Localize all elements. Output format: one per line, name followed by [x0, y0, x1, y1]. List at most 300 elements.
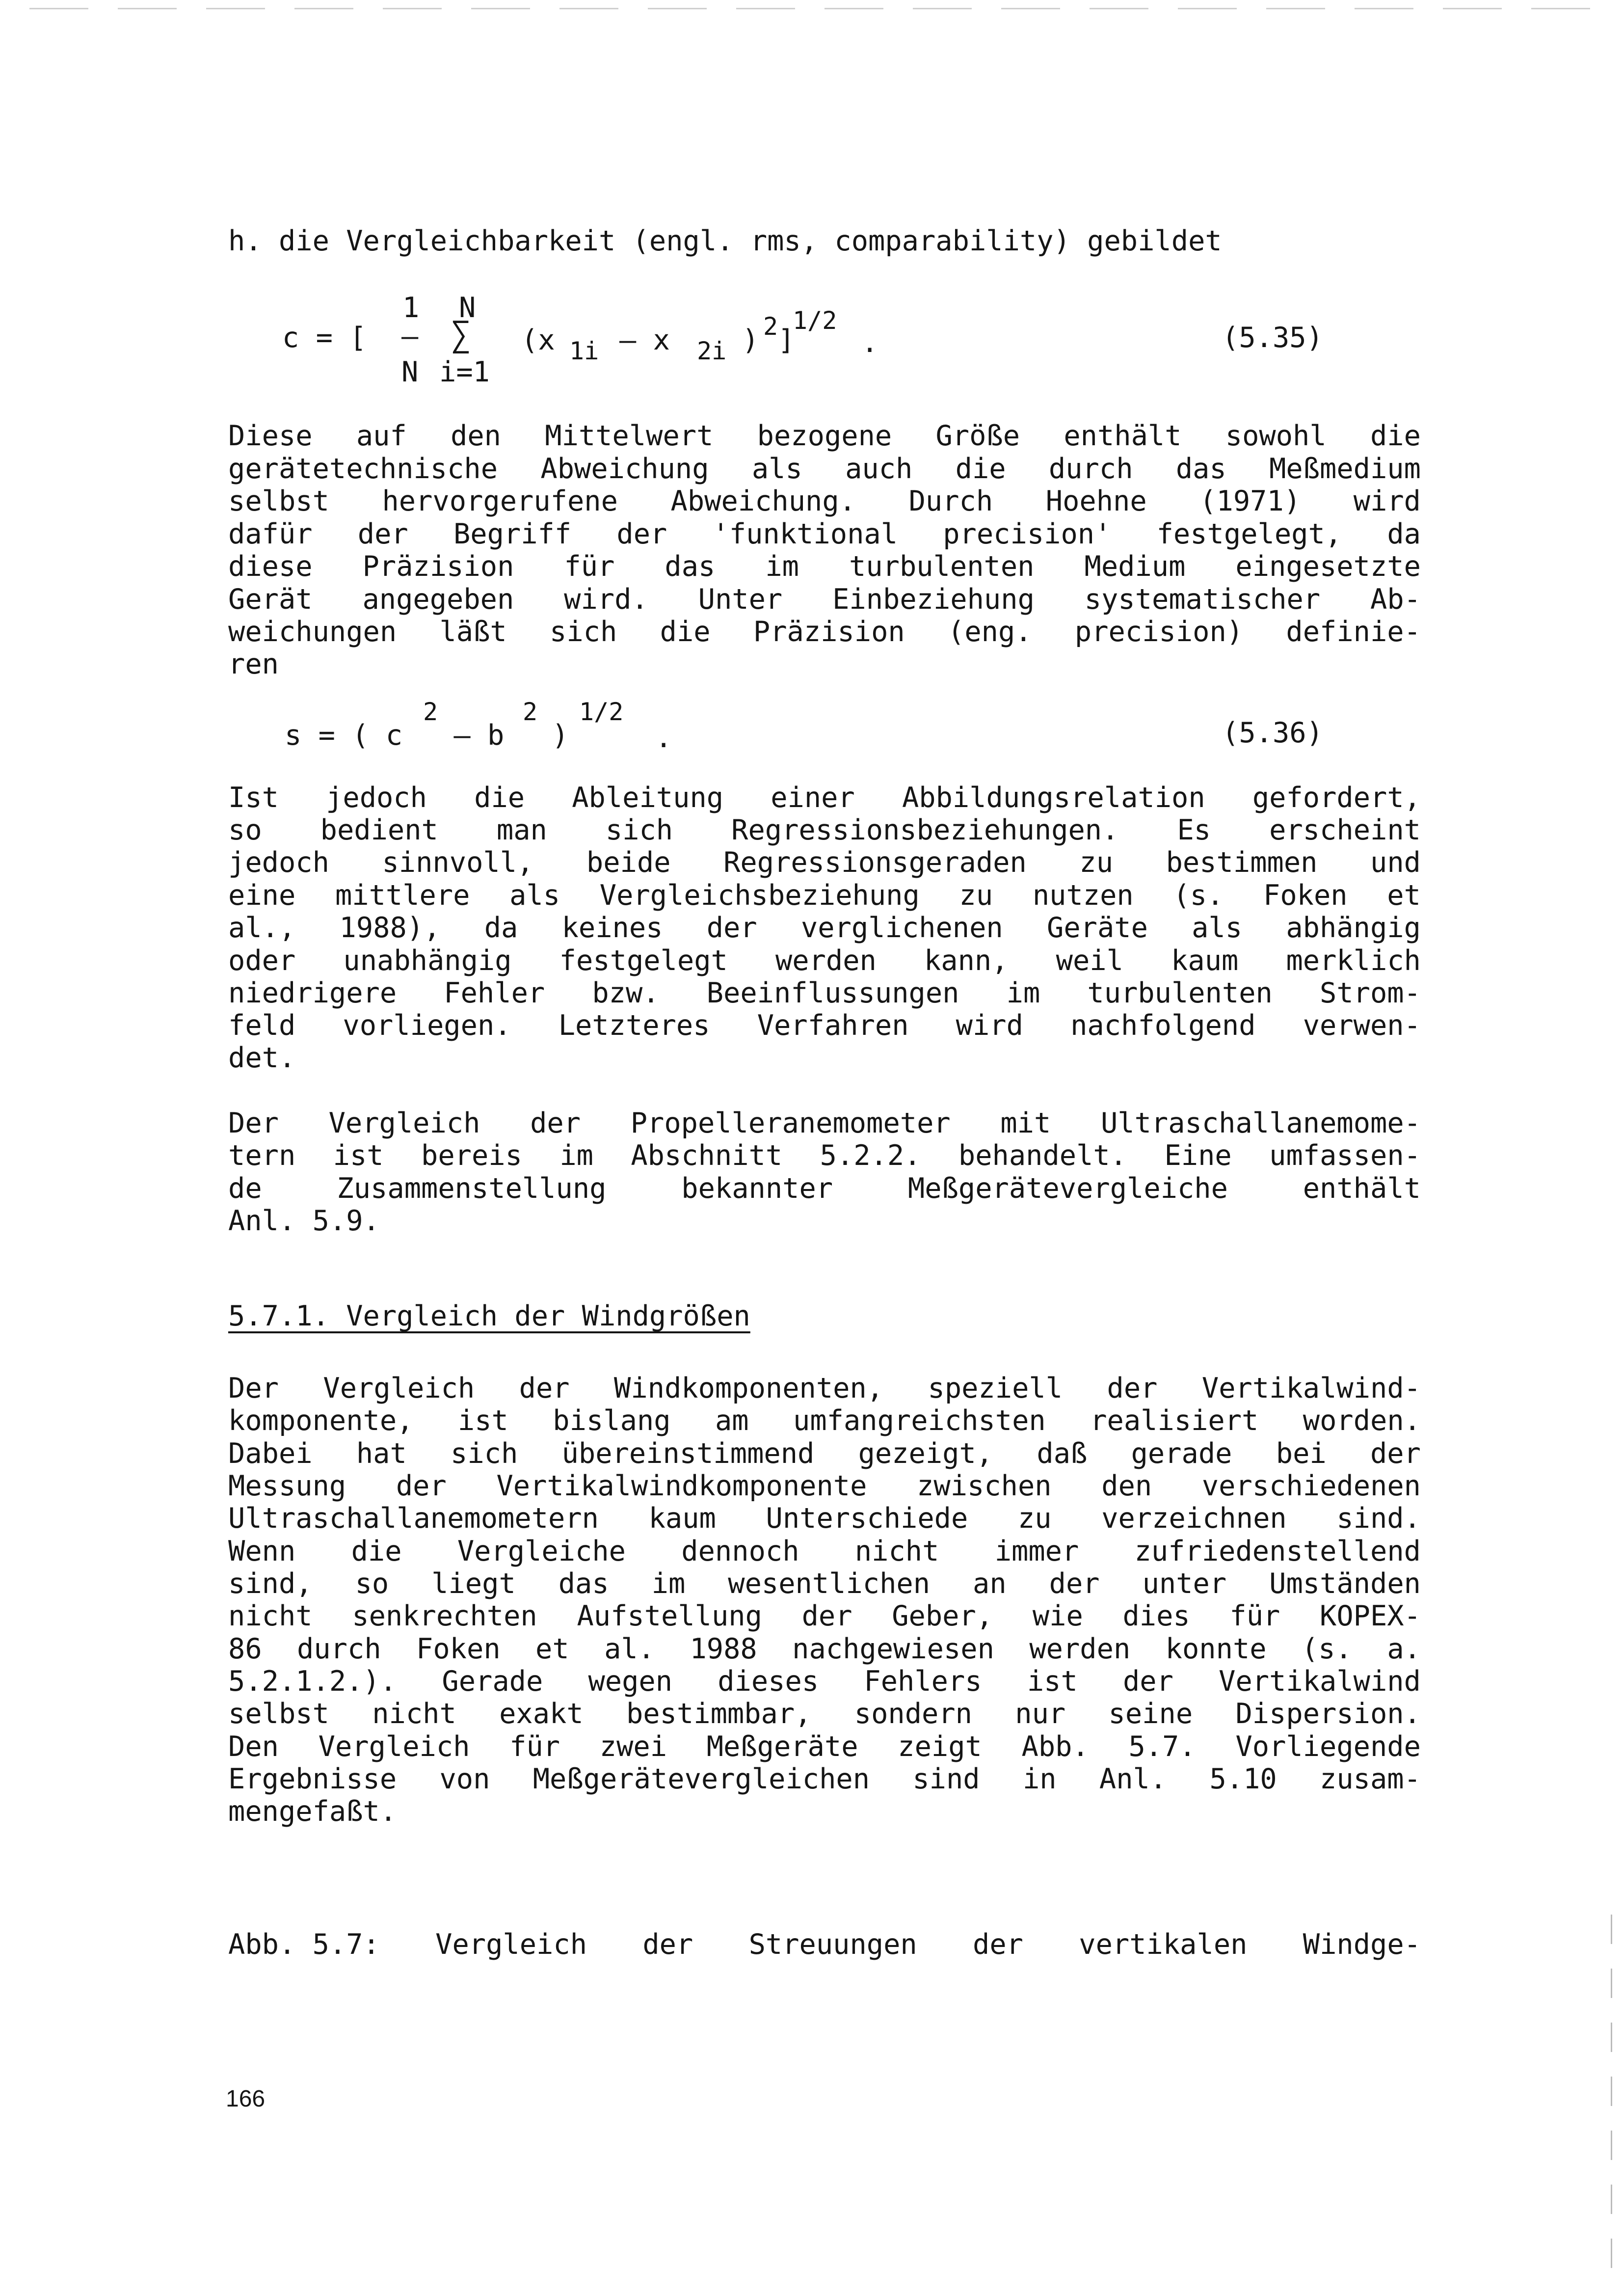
word: der — [1122, 1665, 1173, 1698]
word: (1971) — [1199, 485, 1301, 517]
word: im — [1006, 977, 1040, 1009]
word: oder — [228, 945, 296, 977]
word: Ab- — [1370, 583, 1421, 616]
para4-line-3 — [228, 1172, 1421, 1205]
word: liegt — [431, 1567, 516, 1600]
word: der — [1370, 1437, 1421, 1470]
word: vorliegen. — [343, 1009, 511, 1042]
para2-line-1 — [228, 420, 1421, 452]
para5-line-6 — [228, 1535, 1421, 1567]
para5-line-2 — [228, 1405, 1421, 1437]
word: bestimmbar, — [626, 1698, 812, 1730]
word: Ultraschallanemome- — [1100, 1107, 1421, 1139]
word: zu — [959, 879, 993, 912]
word: mittlere — [335, 879, 470, 912]
word: den — [451, 420, 501, 452]
word: sinnvoll, — [382, 846, 534, 879]
word: Meßmedium — [1269, 453, 1421, 485]
word: turbulenten — [1087, 977, 1273, 1009]
word: durch — [1048, 453, 1133, 485]
word: auch — [845, 453, 913, 485]
scan-edge-top — [29, 8, 1590, 9]
word: nachfolgend — [1070, 1009, 1256, 1042]
para4-line-2 — [228, 1139, 1421, 1172]
word: dies — [1122, 1600, 1190, 1632]
word: Abschnitt — [631, 1139, 783, 1172]
word: Größe — [935, 420, 1020, 452]
word: Vertikalwind — [1219, 1665, 1421, 1698]
para3-line-6 — [228, 945, 1421, 977]
word: diese — [228, 550, 313, 583]
word: 5.2.2. — [820, 1139, 921, 1172]
word: abhängig — [1286, 912, 1421, 944]
eq1-bracket-close: ] — [778, 324, 795, 356]
word: Vergleich — [323, 1372, 475, 1405]
word: so — [228, 814, 262, 846]
word: den — [1101, 1470, 1152, 1502]
word: gerade — [1131, 1437, 1232, 1470]
word: Abweichung. — [670, 485, 856, 517]
word: da — [1387, 518, 1421, 550]
word: Eine — [1164, 1139, 1232, 1172]
word: Aufstellung — [577, 1600, 762, 1632]
word: einer — [771, 782, 855, 814]
word: zwischen — [917, 1470, 1052, 1502]
section-heading: 5.7.1. Vergleich der Windgrößen — [228, 1300, 750, 1332]
word: umfassen- — [1269, 1139, 1421, 1172]
word: gefordert, — [1252, 782, 1421, 814]
word: Foken — [1263, 879, 1348, 912]
word: Wenn — [228, 1535, 296, 1567]
eq2-number: (5.36) — [1222, 717, 1323, 749]
eq2-exp-half: 1/2 — [579, 698, 624, 726]
word: nachgewiesen — [792, 1633, 994, 1665]
para3-line-1 — [228, 782, 1421, 814]
word: konnte — [1165, 1633, 1267, 1665]
word: weichungen — [228, 616, 397, 648]
word: Letzteres — [558, 1009, 710, 1042]
word: die — [660, 616, 711, 648]
word: Verfahren — [757, 1009, 909, 1042]
word: KOPEX- — [1320, 1600, 1421, 1632]
word: mit — [1000, 1107, 1051, 1139]
word: auf — [356, 420, 407, 452]
word: erscheint — [1269, 814, 1421, 846]
word: als — [751, 453, 802, 485]
word: Regressionsgeraden — [723, 846, 1027, 879]
word: der — [519, 1372, 570, 1405]
para5-line-13 — [228, 1763, 1421, 1795]
word: bzw. — [592, 977, 660, 1009]
word: ist — [1027, 1665, 1078, 1698]
word: Meßgerätevergleichen — [532, 1763, 870, 1795]
word: exakt — [499, 1698, 584, 1730]
word: al. — [604, 1633, 655, 1665]
scan-edge-right — [1611, 1915, 1612, 2278]
eq1-sum-symbol: ∑ — [451, 314, 472, 354]
para5-line-8 — [228, 1600, 1421, 1632]
word: Vergleich — [435, 1928, 587, 1961]
word: wie — [1032, 1600, 1083, 1632]
word: im — [765, 550, 799, 583]
word: bereis — [421, 1139, 522, 1172]
word: Streuungen — [748, 1928, 917, 1961]
word: a. — [1387, 1633, 1421, 1665]
para5-line-14: mengefaßt. — [228, 1795, 397, 1828]
word: et — [535, 1633, 569, 1665]
word: sind — [912, 1763, 980, 1795]
word: verzeichnen — [1101, 1502, 1287, 1535]
word: enthält — [1064, 420, 1182, 452]
para5-line-11 — [228, 1698, 1421, 1730]
word: weil — [1056, 945, 1123, 977]
word: das — [558, 1567, 609, 1600]
word: tern — [228, 1139, 296, 1172]
para3-line-7 — [228, 977, 1421, 1009]
word: feld — [228, 1009, 296, 1042]
word: dieses — [718, 1665, 819, 1698]
word: die — [474, 782, 525, 814]
word: Umständen — [1269, 1567, 1421, 1600]
word: festgelegt, — [1156, 518, 1342, 550]
para5-line-7 — [228, 1567, 1421, 1600]
word: Strom- — [1320, 977, 1421, 1009]
word: für — [1229, 1600, 1280, 1632]
word: zu — [1017, 1502, 1052, 1535]
word: bekannter — [681, 1172, 833, 1205]
eq1-number: (5.35) — [1222, 322, 1323, 354]
word: Abb. 5.7: — [228, 1928, 380, 1961]
word: das — [1175, 453, 1226, 485]
word: verwen- — [1303, 1009, 1421, 1042]
word: 1988), — [339, 912, 441, 944]
para1-line-2: h. die Vergleichbarkeit (engl. rms, comparability) gebildet — [228, 225, 1222, 257]
word: Präzision — [753, 616, 905, 648]
word: realisiert — [1090, 1405, 1259, 1437]
word: Einbeziehung — [832, 583, 1035, 616]
word: Vergleich — [318, 1730, 470, 1763]
word: bedient — [320, 814, 438, 846]
word: der — [801, 1600, 852, 1632]
word: nicht — [228, 1600, 313, 1632]
word: dafür — [228, 518, 313, 550]
word: vertikalen — [1079, 1928, 1248, 1961]
word: (eng. — [948, 616, 1032, 648]
word: sich — [605, 814, 673, 846]
word: speziell — [928, 1372, 1063, 1405]
word: bislang — [553, 1405, 671, 1437]
word: enthält — [1303, 1172, 1421, 1205]
eq2-close: ) — [535, 719, 569, 752]
word: Unter — [698, 583, 783, 616]
word: werden — [775, 945, 877, 977]
word: Abweichung — [540, 453, 709, 485]
para2-line-2 — [228, 453, 1421, 485]
word: Begriff — [453, 518, 572, 550]
word: sowohl — [1225, 420, 1327, 452]
para4-line-1 — [228, 1107, 1421, 1139]
word: im — [559, 1139, 593, 1172]
para2-line-8: ren — [228, 648, 279, 680]
word: keines — [561, 912, 663, 944]
word: zufriedenstellend — [1134, 1535, 1421, 1567]
para5-line-3 — [228, 1437, 1421, 1470]
word: Meßgerätevergleiche — [907, 1172, 1228, 1205]
word: Vergleiche — [457, 1535, 626, 1567]
word: als — [509, 879, 560, 912]
word: festgelegt — [559, 945, 728, 977]
eq1-frac-num: 1 — [402, 292, 420, 324]
word: Vergleich — [328, 1107, 480, 1139]
para2-line-6 — [228, 583, 1421, 616]
word: Unterschiede — [766, 1502, 968, 1535]
word: sind, — [228, 1567, 313, 1600]
word: die — [955, 453, 1006, 485]
word: umfangreichsten — [793, 1405, 1046, 1437]
word: precision) — [1074, 616, 1244, 648]
word: Propelleranemometer — [630, 1107, 951, 1139]
word: nur — [1015, 1698, 1066, 1730]
word: die — [1370, 420, 1421, 452]
word: Der — [228, 1107, 279, 1139]
word: Meßgeräte — [706, 1730, 858, 1763]
para2-line-7 — [228, 616, 1421, 648]
word: für — [509, 1730, 560, 1763]
word: am — [715, 1405, 749, 1437]
word: precision' — [943, 518, 1112, 550]
word: al., — [228, 912, 296, 944]
word: seine — [1108, 1698, 1193, 1730]
word: (s. — [1301, 1633, 1352, 1665]
word: für — [564, 550, 615, 583]
word: wird. — [564, 583, 648, 616]
eq1-sum-top: N — [459, 292, 476, 324]
word: immer — [994, 1535, 1079, 1567]
para5-line-1 — [228, 1372, 1421, 1405]
word: Hoehne — [1045, 485, 1147, 517]
word: werden — [1029, 1633, 1131, 1665]
word: Präzision — [362, 550, 514, 583]
eq2-exp-b: 2 — [523, 698, 538, 726]
para3-line-2 — [228, 814, 1421, 846]
word: sind. — [1336, 1502, 1421, 1535]
word: Messung — [228, 1470, 346, 1502]
word: Fehlers — [864, 1665, 982, 1698]
word: Abb. — [1021, 1730, 1089, 1763]
word: (s. — [1173, 879, 1224, 912]
word: nicht — [372, 1698, 456, 1730]
eq1-lhs: c = [ — [282, 322, 367, 354]
word: Fehler — [444, 977, 545, 1009]
word: kann, — [924, 945, 1009, 977]
word: systematischer — [1084, 583, 1321, 616]
word: Ist — [228, 782, 279, 814]
para3-line-8 — [228, 1009, 1421, 1042]
para5-line-12 — [228, 1730, 1421, 1763]
word: man — [496, 814, 547, 846]
word: et — [1387, 879, 1421, 912]
word: Vertikalwind- — [1201, 1372, 1421, 1405]
word: wird — [956, 1009, 1023, 1042]
word: Foken — [416, 1633, 501, 1665]
word: komponente, — [228, 1405, 414, 1437]
word: gerätetechnische — [228, 453, 498, 485]
word: in — [1022, 1763, 1057, 1795]
word: der — [706, 912, 757, 944]
word: Abbildungsrelation — [902, 782, 1205, 814]
para2-line-3 — [228, 485, 1421, 517]
word: Mittelwert — [545, 420, 714, 452]
word: Gerade — [442, 1665, 543, 1698]
word: der — [973, 1928, 1023, 1961]
word: sich — [451, 1437, 518, 1470]
word: selbst — [228, 1698, 329, 1730]
para4-line-4: Anl. 5.9. — [228, 1205, 380, 1237]
word: und — [1370, 846, 1421, 879]
word: Vertikalwindkomponente — [496, 1470, 867, 1502]
para5-line-10 — [228, 1665, 1421, 1698]
word: zusam- — [1320, 1763, 1421, 1795]
eq1-sub-1i: 1i — [569, 337, 599, 365]
word: verglichenen — [800, 912, 1003, 944]
word: verschiedenen — [1201, 1470, 1421, 1502]
word: worden. — [1303, 1405, 1421, 1437]
word: beide — [586, 846, 671, 879]
word: eingesetzte — [1235, 550, 1421, 583]
word: da — [484, 912, 518, 944]
word: Vergleichsbeziehung — [599, 879, 920, 912]
word: von — [439, 1763, 490, 1795]
eq1-frac-bar: – — [401, 320, 419, 352]
para3-line-5 — [228, 912, 1421, 944]
eq1-minus: – x — [619, 324, 670, 356]
word: Zusammenstellung — [337, 1172, 607, 1205]
para3-line-9: det. — [228, 1042, 296, 1074]
para3-line-3 — [228, 846, 1421, 879]
word: Ergebnisse — [228, 1763, 397, 1795]
eq2-exp-c: 2 — [423, 698, 438, 726]
word: Ultraschallanemometern — [228, 1502, 599, 1535]
word: bei — [1276, 1437, 1327, 1470]
word: Es — [1177, 814, 1211, 846]
eq1-frac-den: N — [401, 356, 419, 388]
word: Dispersion. — [1235, 1698, 1421, 1730]
figure-caption — [228, 1928, 1421, 1961]
word: gezeigt, — [858, 1437, 993, 1470]
word: Diese — [228, 420, 313, 452]
word: daß — [1037, 1437, 1088, 1470]
word: durch — [297, 1633, 381, 1665]
word: kaum — [648, 1502, 716, 1535]
word: 5.10 — [1209, 1763, 1277, 1795]
para2-line-4 — [228, 518, 1421, 550]
para5-line-5 — [228, 1502, 1421, 1535]
word: merklich — [1286, 945, 1421, 977]
word: im — [651, 1567, 686, 1600]
word: senkrechten — [352, 1600, 537, 1632]
word: wird — [1353, 485, 1421, 517]
word: Durch — [908, 485, 993, 517]
word: nutzen — [1032, 879, 1134, 912]
para5-line-4 — [228, 1470, 1421, 1502]
word: unabhängig — [343, 945, 512, 977]
eq1-sum-bottom: i=1 — [439, 356, 490, 388]
word: dennoch — [681, 1535, 799, 1567]
word: bezogene — [757, 420, 892, 452]
word: 5.7. — [1128, 1730, 1196, 1763]
word: nicht — [854, 1535, 939, 1567]
eq1-exp-half: 1/2 — [793, 306, 837, 335]
word: selbst — [228, 485, 329, 517]
word: Ableitung — [572, 782, 724, 814]
word: der — [530, 1107, 581, 1139]
eq2-lhs: s = ( c — [285, 719, 403, 752]
word: wesentlichen — [728, 1567, 931, 1600]
word: Windge- — [1303, 1928, 1421, 1961]
para3-line-4 — [228, 879, 1421, 912]
word: der — [1107, 1372, 1158, 1405]
word: definie- — [1286, 616, 1421, 648]
word: Gerät — [228, 583, 313, 616]
para5-line-9 — [228, 1633, 1421, 1665]
eq1-body: (x — [521, 324, 555, 356]
eq2-dot: . — [655, 722, 672, 754]
word: läßt — [439, 616, 507, 648]
word: das — [665, 550, 716, 583]
word: der — [1049, 1567, 1100, 1600]
word: die — [351, 1535, 402, 1567]
word: Medium — [1084, 550, 1186, 583]
word: übereinstimmend — [561, 1437, 815, 1470]
word: zu — [1079, 846, 1114, 879]
word: hat — [356, 1437, 407, 1470]
word: de — [228, 1172, 262, 1205]
word: der — [357, 518, 408, 550]
word: Den — [228, 1730, 279, 1763]
word: Der — [228, 1372, 279, 1405]
word: der — [616, 518, 667, 550]
word: jedoch — [228, 846, 329, 879]
word: 86 — [228, 1633, 262, 1665]
word: sondern — [854, 1698, 972, 1730]
word: hervorgerufene — [382, 485, 618, 517]
word: 1988 — [690, 1633, 757, 1665]
word: bestimmen — [1166, 846, 1318, 879]
eq1-exp-2: 2 — [763, 312, 778, 341]
word: zeigt — [898, 1730, 982, 1763]
word: Beeinflussungen — [706, 977, 959, 1009]
eq1-sub-2i: 2i — [697, 337, 727, 365]
word: Geber, — [892, 1600, 993, 1632]
word: kaum — [1171, 945, 1239, 977]
page-number: 166 — [226, 2086, 266, 2112]
word: Dabei — [228, 1437, 313, 1470]
word: an — [973, 1567, 1007, 1600]
word: Anl. — [1099, 1763, 1167, 1795]
word: eine — [228, 879, 296, 912]
word: ist — [457, 1405, 508, 1437]
word: als — [1192, 912, 1243, 944]
word: so — [355, 1567, 389, 1600]
word: zwei — [599, 1730, 667, 1763]
word: der — [396, 1470, 447, 1502]
word: der — [642, 1928, 693, 1961]
eq1-dot: . — [861, 326, 878, 359]
word: Vorliegende — [1235, 1730, 1421, 1763]
word: niedrigere — [228, 977, 397, 1009]
word: 5.2.1.2.). — [228, 1665, 397, 1698]
word: ist — [333, 1139, 384, 1172]
